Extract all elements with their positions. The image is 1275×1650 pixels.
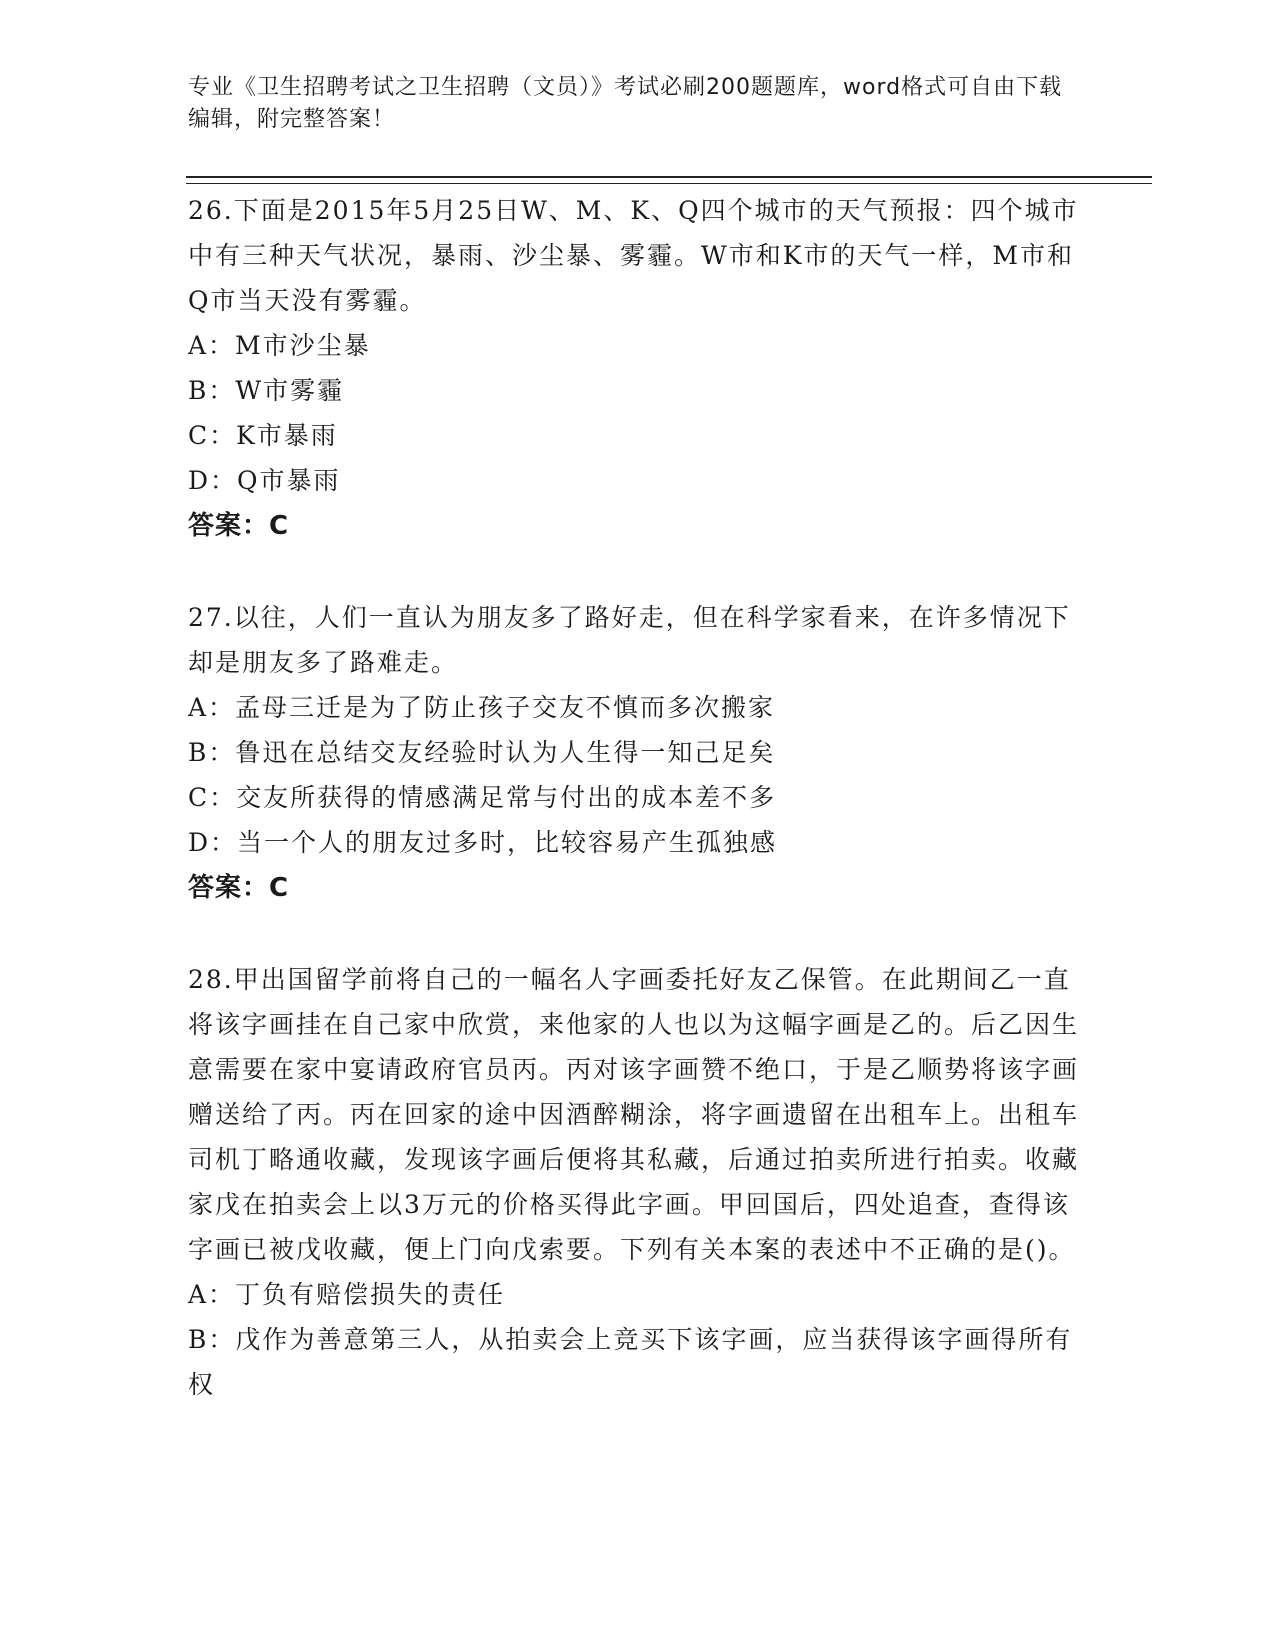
question-27 (188, 595, 1088, 911)
question-26 (188, 188, 1088, 549)
answer: 答案：C (188, 511, 290, 541)
page-header: 专业《卫生招聘考试之卫生招聘（文员）》考试必刷200题题库，word格式可自由下载编辑，附完整答案！ (188, 75, 1063, 132)
option-d: D：当一个人的朋友过多时，比较容易产生孤独感 (188, 828, 778, 857)
question-stem: 28.甲出国留学前将自己的一幅名人字画委托好友乙保管。在此期间乙一直将该字画挂在自己家中欣赏，来他家的人也以为这幅字画是乙的。后乙因生意需要在家中宴请政府官员丙。丙对该字画赞不绝口，于是乙顺势将该字画赠送给了丙。丙在回家的途中因酒醉糊涂，将字画遗留在出租车上。出租车司机丁略通收藏，发现该字画后便将其私藏，后通过拍卖所进行拍卖。收藏家戊在拍卖会上以3万元的价格买得此字画。甲回国后，四处追查，查得该字画已被戊收藏，便上门向戊索要。下列有关本案的表述中不正确的是()。 (188, 965, 1080, 1264)
option-c: C：交友所获得的情感满足常与付出的成本差不多 (188, 783, 777, 812)
option-d: D：Q市暴雨 (188, 466, 341, 495)
option-c: C：K市暴雨 (188, 421, 338, 450)
question-list (188, 188, 1088, 1453)
header-divider-thick (186, 176, 1152, 178)
answer: 答案：C (188, 873, 290, 903)
option-a: A：孟母三迁是为了防止孩子交友不慎而多次搬家 (188, 693, 776, 722)
option-a: A：丁负有赔偿损失的责任 (188, 1280, 506, 1309)
option-a: A：M市沙尘暴 (188, 331, 371, 360)
option-b: B：戊作为善意第三人，从拍卖会上竞买下该字画，应当获得该字画得所有权 (188, 1325, 1073, 1399)
question-stem: 26.下面是2015年5月25日W、M、K、Q四个城市的天气预报：四个城市中有三种天气状况，暴雨、沙尘暴、雾霾。W市和K市的天气一样，M市和Q市当天没有雾霾。 (188, 196, 1079, 315)
header-divider-thin (186, 183, 1152, 184)
option-b: B：W市雾霾 (188, 376, 345, 405)
option-b: B：鲁迅在总结交友经验时认为人生得一知己足矣 (188, 738, 776, 767)
question-stem: 27.以往，人们一直认为朋友多了路好走，但在科学家看来，在许多情况下却是朋友多了路难走。 (188, 603, 1071, 677)
question-28 (188, 957, 1088, 1407)
